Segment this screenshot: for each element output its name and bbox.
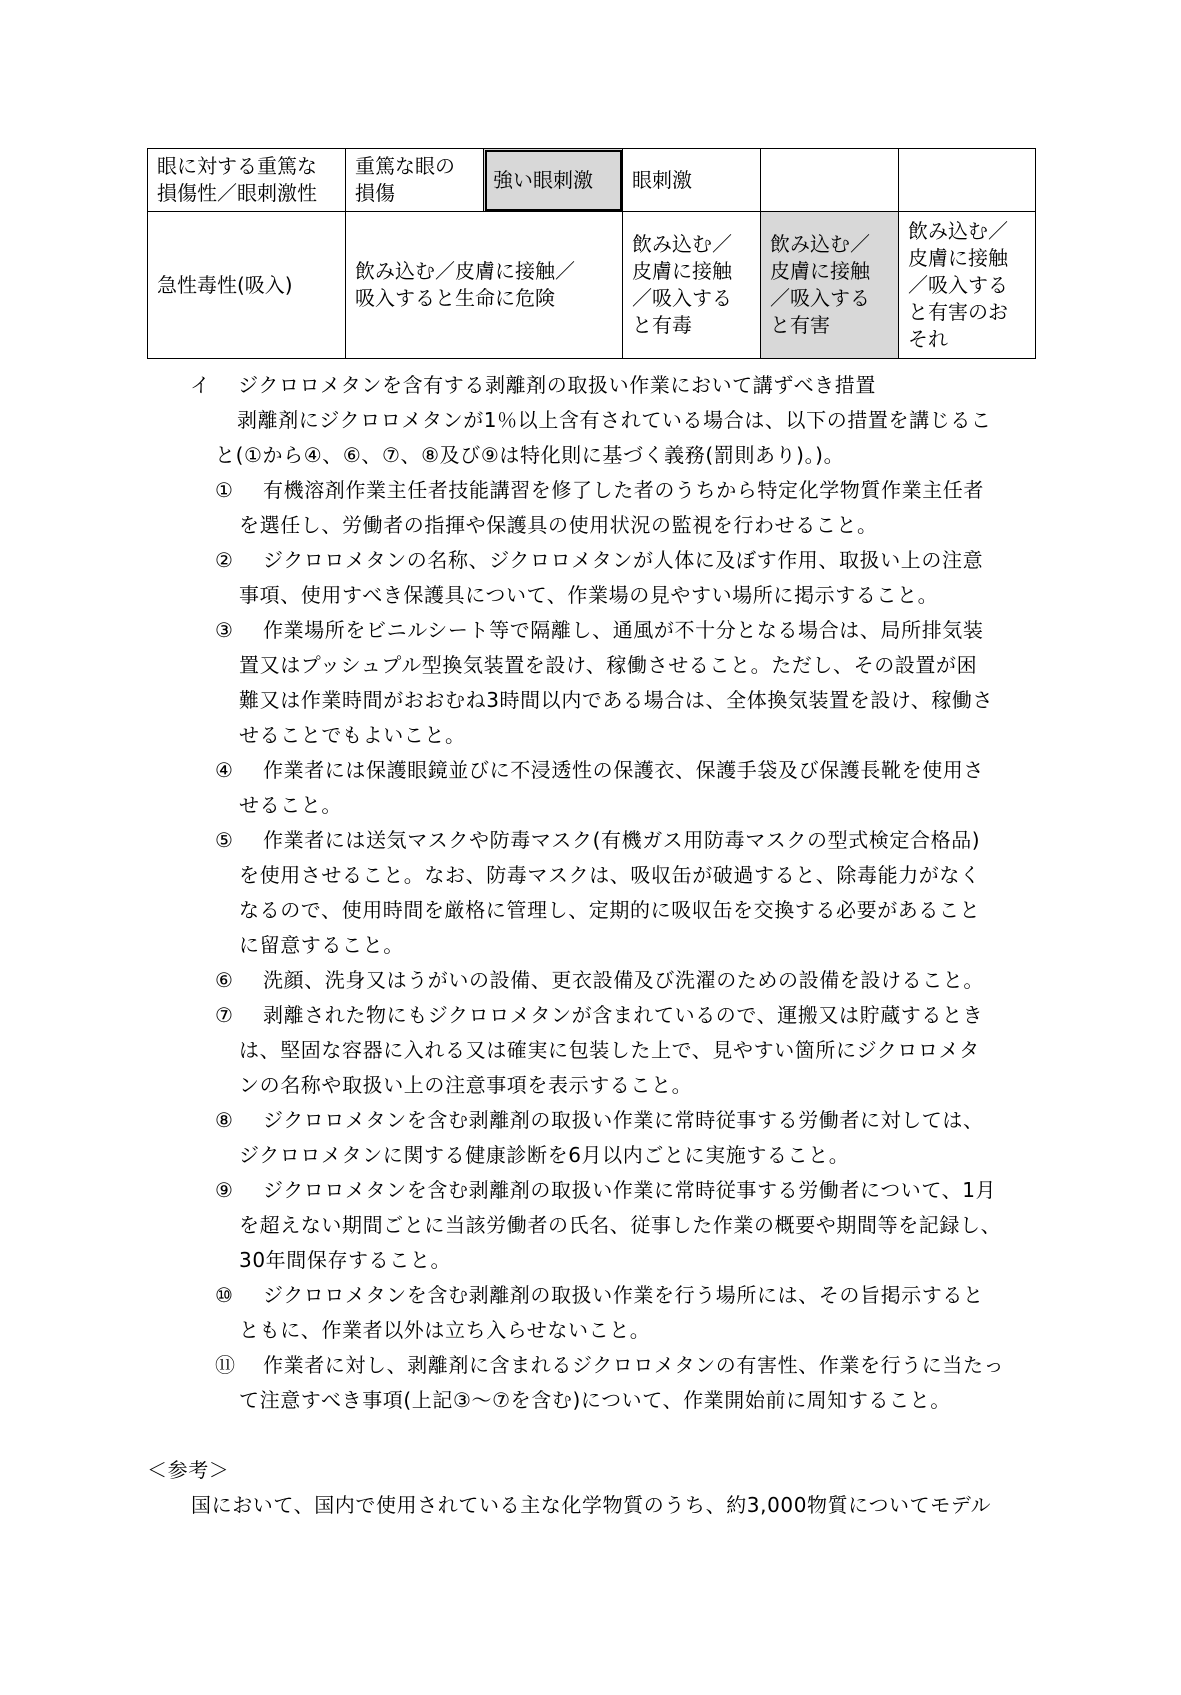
list-item-line: ともに、作業者以外は立ち入らせないこと。 bbox=[239, 1318, 651, 1342]
list-item bbox=[147, 613, 1037, 753]
list-item-line: 30年間保存すること。 bbox=[239, 1248, 452, 1272]
list-item-number: ④ bbox=[215, 758, 234, 782]
table-cell: 眼に対する重篤な 損傷性／眼刺激性 bbox=[148, 149, 346, 212]
table-cell: 重篤な眼の 損傷 bbox=[346, 149, 484, 212]
section-heading-marker: イ bbox=[190, 373, 211, 397]
list-item-number: ② bbox=[215, 548, 234, 572]
section-heading-text: ジクロロメタンを含有する剥離剤の取扱い作業において講ずべき措置 bbox=[238, 373, 876, 397]
list-item bbox=[147, 1103, 1037, 1173]
list-item-line: ンの名称や取扱い上の注意事項を表示すること。 bbox=[239, 1073, 693, 1097]
list-item-number: ⑤ bbox=[215, 828, 234, 852]
list-item-number: ① bbox=[215, 478, 234, 502]
measure-list bbox=[147, 473, 1037, 1418]
list-item-number: ③ bbox=[215, 618, 234, 642]
table-cell: 急性毒性(吸入) bbox=[148, 212, 346, 359]
list-item-line: を超えない期間ごとに当該労働者の氏名、従事した作業の概要や期間等を記録し、 bbox=[239, 1213, 1002, 1237]
table-cell-highlighted: 飲み込む／ 皮膚に接触 ／吸入する と有害 bbox=[761, 212, 899, 359]
hazard-classification-table bbox=[147, 148, 1036, 359]
list-item-line: ジクロロメタンを含む剥離剤の取扱い作業に常時従事する労働者について、1月 bbox=[263, 1178, 997, 1202]
list-item bbox=[147, 1348, 1037, 1418]
reference-text: 国において、国内で使用されている主な化学物質のうち、約3,000物質についてモデル bbox=[191, 1493, 992, 1517]
list-item-line: に留意すること。 bbox=[239, 933, 404, 957]
list-item-line: 置又はプッシュプル型換気装置を設け、稼働させること。ただし、その設置が困 bbox=[239, 653, 978, 677]
table-row-eye-damage bbox=[148, 149, 1036, 212]
list-item-line: せることでもよいこと。 bbox=[239, 723, 466, 747]
table-cell: 飲み込む／ 皮膚に接触 ／吸入する と有毒 bbox=[623, 212, 761, 359]
section-body bbox=[147, 368, 1037, 1523]
list-item-line: ジクロロメタンを含む剥離剤の取扱い作業を行う場所には、その旨掲示すると bbox=[263, 1283, 984, 1307]
section-heading bbox=[147, 368, 1037, 403]
list-item-number: ⑦ bbox=[215, 1003, 234, 1027]
list-item-line: を選任し、労働者の指揮や保護具の使用状況の監視を行わせること。 bbox=[239, 513, 878, 537]
table-cell-empty bbox=[761, 149, 899, 212]
table-cell: 飲み込む／ 皮膚に接触 ／吸入する と有害のお それ bbox=[899, 212, 1036, 359]
intro-line: 剥離剤にジクロロメタンが1％以上含有されている場合は、以下の措置を講じるこ bbox=[237, 408, 992, 432]
list-item bbox=[147, 823, 1037, 963]
list-item bbox=[147, 963, 1037, 998]
table-cell: 眼刺激 bbox=[623, 149, 761, 212]
list-item bbox=[147, 543, 1037, 613]
list-item bbox=[147, 473, 1037, 543]
list-item bbox=[147, 1278, 1037, 1348]
list-item-line: なるので、使用時間を厳格に管理し、定期的に吸収缶を交換する必要があること bbox=[239, 898, 981, 922]
intro-line: と(①から④、⑥、⑦、⑧及び⑨は特化則に基づく義務(罰則あり)。)。 bbox=[215, 443, 845, 467]
list-item bbox=[147, 753, 1037, 823]
list-item bbox=[147, 1173, 1037, 1278]
reference-title: ＜参考＞ bbox=[147, 1458, 230, 1482]
table-cell-empty bbox=[899, 149, 1036, 212]
list-item bbox=[147, 998, 1037, 1103]
list-item-line: ジクロロメタンの名称、ジクロロメタンが人体に及ぼす作用、取扱い上の注意 bbox=[263, 548, 984, 572]
list-item-line: 作業者には送気マスクや防毒マスク(有機ガス用防毒マスクの型式検定合格品) bbox=[263, 828, 981, 852]
list-item-line: 洗顔、洗身又はうがいの設備、更衣設備及び洗濯のための設備を設けること。 bbox=[263, 968, 984, 992]
list-item-line: 剥離された物にもジクロロメタンが含まれているので、運搬又は貯蔵するとき bbox=[263, 1003, 984, 1027]
list-item-number: ⑨ bbox=[215, 1178, 234, 1202]
list-item-line: ジクロロメタンに関する健康診断を6月以内ごとに実施すること。 bbox=[239, 1143, 850, 1167]
table-row-acute-toxicity bbox=[148, 212, 1036, 359]
list-item-number: ⑩ bbox=[215, 1283, 234, 1307]
list-item-line: は、堅固な容器に入れる又は確実に包装した上で、見やすい箇所にジクロロメタ bbox=[239, 1038, 980, 1062]
list-item-line: を使用させること。なお、防毒マスクは、吸収缶が破過すると、除毒能力がなく bbox=[239, 863, 981, 887]
table-cell: 飲み込む／皮膚に接触／ 吸入すると生命に危険 bbox=[346, 212, 623, 359]
list-item-line: 作業者に対し、剥離剤に含まれるジクロロメタンの有害性、作業を行うに当たっ bbox=[263, 1353, 1005, 1377]
list-item-line: 作業者には保護眼鏡並びに不浸透性の保護衣、保護手袋及び保護長靴を使用さ bbox=[263, 758, 984, 782]
list-item-line: ジクロロメタンを含む剥離剤の取扱い作業に常時従事する労働者に対しては、 bbox=[263, 1108, 984, 1132]
table-cell-highlighted: 強い眼刺激 bbox=[484, 149, 623, 212]
list-item-line: 事項、使用すべき保護具について、作業場の見やすい場所に掲示すること。 bbox=[239, 583, 939, 607]
list-item-number: ⑧ bbox=[215, 1108, 234, 1132]
list-item-line: て注意すべき事項(上記③～⑦を含む)について、作業開始前に周知すること。 bbox=[239, 1388, 951, 1412]
list-item-number: ⑪ bbox=[215, 1353, 236, 1377]
list-item-number: ⑥ bbox=[215, 968, 234, 992]
list-item-line: せること。 bbox=[239, 793, 342, 817]
list-item-line: 難又は作業時間がおおむね3時間以内である場合は、全体換気装置を設け、稼働さ bbox=[239, 688, 994, 712]
list-item-line: 作業場所をビニルシート等で隔離し、通風が不十分となる場合は、局所排気装 bbox=[263, 618, 984, 642]
list-item-line: 有機溶剤作業主任者技能講習を修了した者のうちから特定化学物質作業主任者 bbox=[263, 478, 984, 502]
